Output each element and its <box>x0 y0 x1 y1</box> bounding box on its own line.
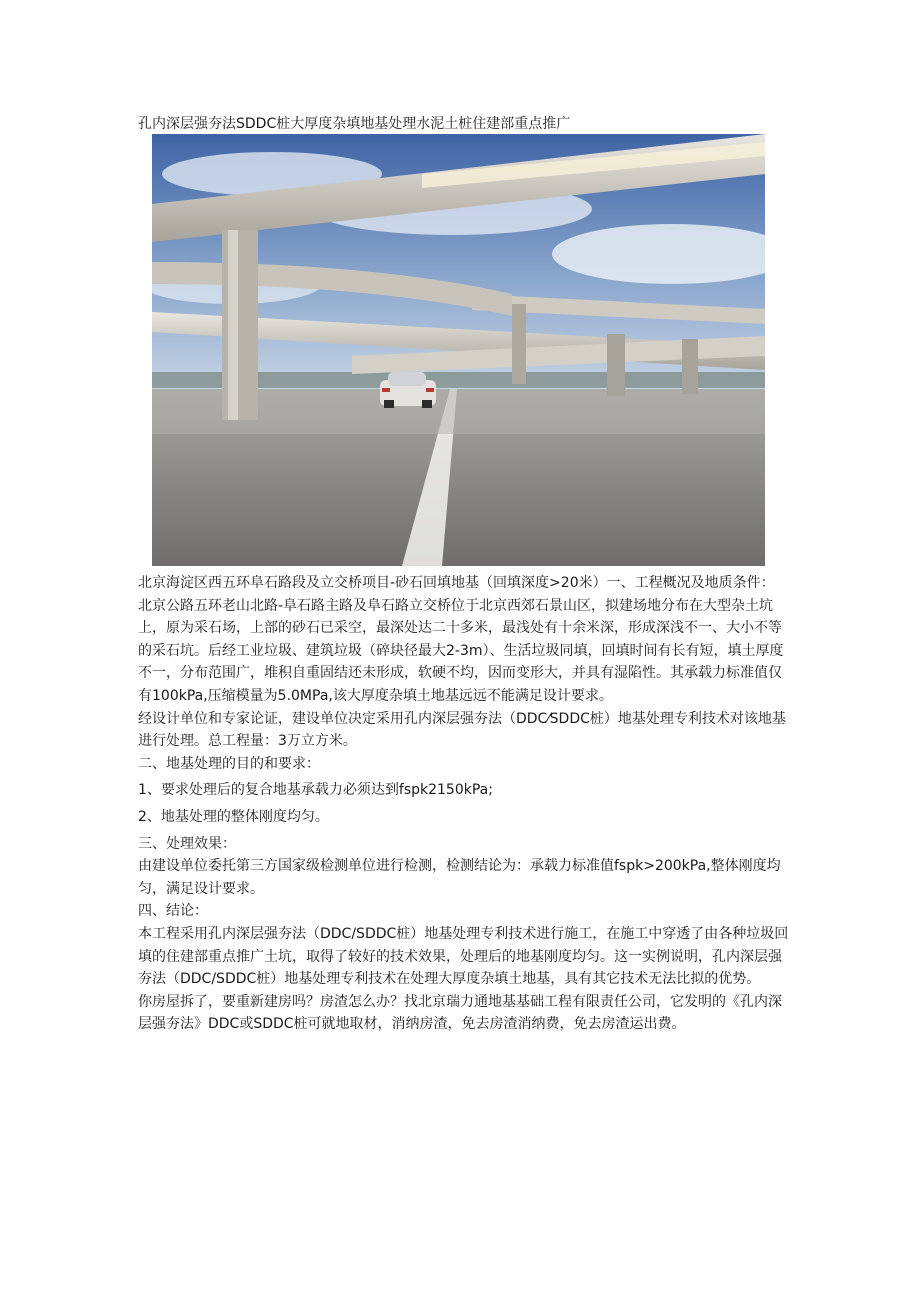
paragraph-project-intro: 北京海淀区西五环阜石路段及立交桥项目-砂石回填地基（回填深度>20米）一、工程概况及地质条件： <box>138 575 775 591</box>
paragraph-conclusion: 本工程采用孔内深层强夯法（DDC/SDDC桩）地基处理专利技术进行施工，在施工中穿透了由各种垃圾回填的住建部重点推广土坑，取得了较好的技术效果，处理后的地基刚度均匀。这一实例说明，孔内深层强夯法（DDC/SDDC桩）地基处理专利技术在处理大厚度杂填土地基，具有其它技术无法比拟的优势。 <box>138 925 789 988</box>
paragraph-technique-choice: 经设计单位和专家论证，建设单位决定采用孔内深层强夯法（DDC⁄SDDC桩）地基处理专利技术对该地基进行处理。总工程量：3万立方米。 <box>138 710 786 750</box>
heading-results: 三、处理效果： <box>138 835 236 852</box>
list-item-uniform-stiffness: 2、地基处理的整体刚度均匀。 <box>138 808 329 825</box>
pillar <box>607 334 625 396</box>
paragraph-site-conditions: 北京公路五环老山北路-阜石路主路及阜石路立交桥位于北京西郊石景山区，拟建场地分布在大型杂土坑上，原为采石场，上部的砂石已采空，最深处达二十多米，最浅处有十余米深，形成深浅不一、大小不等的采石坑。后经工业垃圾、建筑垃圾（碎块径最大2-3m）、生活垃圾同填，回填时间有长有短，填土厚度不一，分布范围广，堆积自重固结还未形成，软硬不均，因而变形大，并具有湿陷性。其承载力标准值仅有100kPa,压缩模量为5.0MPa,该大厚度杂填土地基远远不能满足设计要求。 <box>138 597 784 704</box>
document-title: 孔内深层强夯法SDDC桩大厚度杂填地基处理水泥土桩住建部重点推广 <box>138 116 571 132</box>
pillar <box>222 230 258 420</box>
pillar <box>512 304 526 384</box>
paragraph-company-promo: 你房屋拆了，要重新建房吗？房渣怎么办？找北京瑞力通地基基础工程有限责任公司，它发明的《孔内深层强夯法》DDC或SDDC桩可就地取材，消纳房渣，免去房渣消纳费，免去房渣运出费。 <box>138 993 782 1033</box>
pillar-highlight <box>228 230 238 420</box>
highway-interchange-photo <box>152 134 765 566</box>
heading-objectives: 二、地基处理的目的和要求： <box>138 755 320 772</box>
article-body <box>138 572 793 1036</box>
paragraph-test-results: 由建设单位委托第三方国家级检测单位进行检测，检测结论为：承载力标准值fspk>200kPa,整体刚度均匀，满足设计要求。 <box>138 858 781 897</box>
heading-conclusion: 四、结论： <box>138 903 208 920</box>
photo-illustration <box>152 134 765 566</box>
list-item-bearing-capacity: 1、要求处理后的复合地基承载力必须达到fspk2150kPa; <box>138 782 493 799</box>
pillar <box>682 339 698 394</box>
